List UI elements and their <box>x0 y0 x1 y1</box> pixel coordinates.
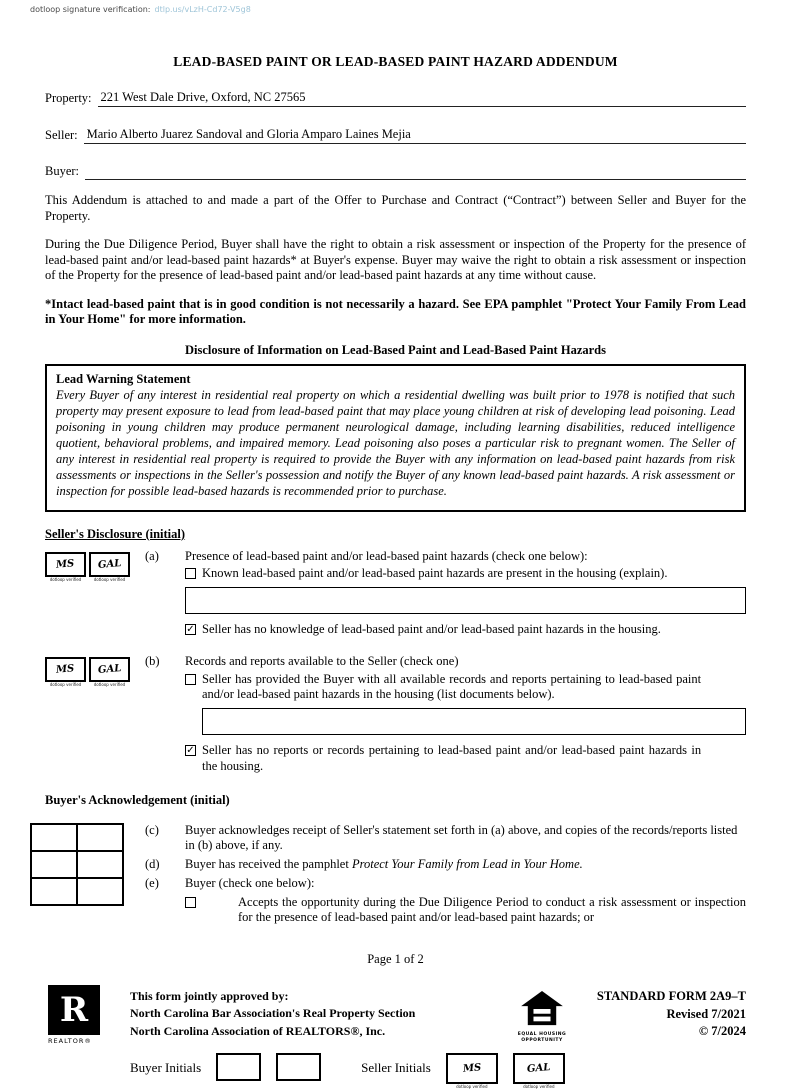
equal-housing-caption-2: OPPORTUNITY <box>521 1037 563 1043</box>
dotloop-verified-caption: dotloop verified <box>49 681 82 687</box>
seller-label: Seller: <box>45 128 78 142</box>
dotloop-verified-caption: dotloop verified <box>456 1084 488 1089</box>
no-records-checkbox[interactable]: ✓ <box>186 745 195 756</box>
item-c-text: Buyer acknowledges receipt of Seller's statement set forth in (a) above, and copies of the records/reports listed in (b) above, if any. <box>185 822 738 853</box>
seller1-initial-stamp-b[interactable] <box>45 657 86 687</box>
buyer-initial-box-1[interactable] <box>216 1053 261 1081</box>
equal-housing-icon <box>521 991 563 1027</box>
section-a-initials <box>45 549 145 638</box>
buyer-initials-grid <box>30 820 130 927</box>
lead-warning-box <box>45 364 746 512</box>
known-hazards-label: Known lead-based paint and/or lead-based paint hazards are present in the housing (explain). <box>202 566 668 581</box>
realtor-logo-icon <box>48 985 100 1035</box>
seller-input[interactable]: Mario Alberto Juarez Sandoval and Gloria Amparo Laines Mejia <box>84 127 746 144</box>
initial-box <box>513 1053 565 1084</box>
buyer-initials-label: Buyer Initials <box>130 1060 202 1075</box>
item-b-label: (b) <box>145 653 160 668</box>
initial-box <box>89 657 130 682</box>
disclosure-heading: Disclosure of Information on Lead-Based Paint and Lead-Based Paint Hazards <box>185 342 606 357</box>
seller-row <box>45 127 746 144</box>
seller1-initial-stamp-a[interactable] <box>45 552 86 582</box>
seller2-initial-stamp-b[interactable] <box>89 657 130 687</box>
seller2-initial-stamp-a[interactable] <box>89 552 130 582</box>
seller2-initials-signature: GAL <box>526 1062 551 1075</box>
buyer-label: Buyer: <box>45 164 80 178</box>
buyer-initial-cell[interactable] <box>77 851 123 878</box>
buyer-row <box>45 164 746 180</box>
initial-box <box>89 552 130 577</box>
seller1-initials-signature: MS <box>55 662 76 676</box>
paragraph-due-diligence: During the Due Diligence Period, Buyer shall have the right to obtain a risk assessment or inspection of the Property for the presence of lead-based paint and/or lead-based paint hazards* at Buyer's expense. Buyer may waive the right to obtain a risk assessment or inspection of the Property for the presence of lead-based paint and/or lead-based paint hazards at any time without cause. <box>45 237 746 282</box>
seller-initials-label: Seller Initials <box>361 1060 431 1075</box>
dotloop-verified-caption: dotloop verified <box>523 1084 555 1089</box>
property-input[interactable]: 221 West Dale Drive, Oxford, NC 27565 <box>98 90 746 107</box>
form-info-block <box>581 985 746 1041</box>
item-c <box>145 823 746 855</box>
seller-initial-stamp-footer-2[interactable] <box>513 1053 565 1089</box>
form-copyright: © 7/2024 <box>698 1024 746 1038</box>
approved-line-2: North Carolina Bar Association's Real Property Section <box>130 1006 416 1021</box>
footer <box>45 985 746 1045</box>
property-row <box>45 90 746 107</box>
lead-warning-heading: Lead Warning Statement <box>56 371 191 386</box>
item-d <box>145 857 746 873</box>
seller1-initials-signature: MS <box>462 1062 482 1075</box>
no-records-label: Seller has no reports or records pertaining to lead-based paint and/or lead-based paint hazards in the housing. <box>202 743 702 773</box>
section-b <box>45 654 746 775</box>
accepts-assessment-checkbox[interactable] <box>185 897 196 908</box>
equal-housing-logo <box>503 985 581 1044</box>
option-accepts-assessment <box>185 895 746 927</box>
dotloop-verified-caption: dotloop verified <box>93 681 126 687</box>
records-provided-label: Seller has provided the Buyer with all available records and reports pertaining to lead-based paint and/or lead-based paint hazards in the housing (list documents below). <box>202 671 702 702</box>
form-content <box>45 0 746 1089</box>
item-b-text: Records and reports available to the Seller (check one) <box>185 653 459 668</box>
initial-box <box>446 1053 498 1084</box>
accepts-assessment-label: Accepts the opportunity during the Due Diligence Period to conduct a risk assessment or inspection for the presence of lead-based paint and/or lead-based paint hazards; or <box>238 894 746 925</box>
realtor-logo-caption: REALTOR® <box>48 1037 92 1045</box>
approved-line-3: North Carolina Association of REALTORS®, Inc. <box>130 1023 386 1038</box>
realtor-logo-letter: R <box>59 990 89 1030</box>
item-c-label: (c) <box>145 822 159 837</box>
known-hazards-checkbox[interactable] <box>185 568 196 579</box>
documents-list-input-b[interactable] <box>202 708 746 735</box>
section-b-initials <box>45 654 145 775</box>
buyer-initial-cell[interactable] <box>31 878 77 905</box>
item-d-label: (d) <box>145 857 160 871</box>
item-e-text: Buyer (check one below): <box>185 875 315 890</box>
option-records-provided <box>185 672 701 704</box>
initial-box <box>45 657 86 682</box>
verification-link[interactable]: dtlp.us/vLzH-Cd72-V5g8 <box>154 5 251 14</box>
item-d-text: Buyer has received the pamphlet <box>185 857 352 871</box>
pamphlet-title: Protect Your Family from Lead in Your Home. <box>351 857 583 871</box>
item-a-label: (a) <box>145 548 159 563</box>
option-known-hazards <box>185 566 746 582</box>
initials-signature-row <box>45 1053 746 1089</box>
no-knowledge-label: Seller has no knowledge of lead-based paint and/or lead-based paint hazards in the housing. <box>202 622 661 636</box>
section-a <box>45 549 746 638</box>
paragraph-addendum: This Addendum is attached to and made a part of the Offer to Purchase and Contract (“Contract”) between Seller and Buyer for the Property. <box>45 193 746 223</box>
standard-form-name: STANDARD FORM 2A9–T <box>596 989 746 1003</box>
records-provided-checkbox[interactable] <box>185 674 196 685</box>
seller2-initials-signature: GAL <box>97 662 122 676</box>
seller2-initials-signature: GAL <box>97 557 122 571</box>
no-knowledge-checkbox[interactable]: ✓ <box>186 624 195 635</box>
buyer-initial-box-2[interactable] <box>276 1053 321 1081</box>
dotloop-verified-caption: dotloop verified <box>93 576 126 582</box>
option-no-knowledge <box>185 622 746 638</box>
buyers-acknowledgement-section <box>45 820 746 927</box>
jointly-approved-block <box>130 985 503 1040</box>
dotloop-verified-caption: dotloop verified <box>49 576 82 582</box>
option-no-records <box>185 743 701 775</box>
page-number: Page 1 of 2 <box>367 952 424 966</box>
seller1-initials-signature: MS <box>55 557 76 571</box>
explain-input-a[interactable] <box>185 587 746 614</box>
lead-warning-body: Every Buyer of any interest in residential real property on which a residential dwelling was built prior to 1978 is notified that such property may present exposure to lead from lead-based paint that may place young children at risk of developing lead poisoning. Lead poisoning in young children may produce permanent neurological damage, including learning disabilities, reduced intelligence quotient, behavioral problems, and impaired memory. Lead poisoning also poses a particular risk to pregnant women. The Seller of any interest in residential real property is required to provide the Buyer with any information on lead-based paint hazards from risk assessments or inspections in the Seller's possession and notify the Buyer of any known lead-based paint hazards. A risk assessment or inspection for possible lead-based hazards is recommended prior to purchase. <box>56 387 735 498</box>
paragraph-intact-note: *Intact lead-based paint that is in good condition is not necessarily a hazard. See EPA pamphlet "Protect Your Family From Lead in Your Home" for more information. <box>45 296 746 326</box>
form-revised: Revised 7/2021 <box>666 1006 746 1021</box>
item-e-label: (e) <box>145 875 159 890</box>
equal-housing-caption-1: EQUAL HOUSING <box>517 1032 567 1037</box>
approved-line-1: This form jointly approved by: <box>130 989 289 1003</box>
property-label: Property: <box>45 91 92 105</box>
verification-label: dotloop signature verification: <box>30 5 151 14</box>
form-title: LEAD-BASED PAINT OR LEAD-BASED PAINT HAZARD ADDENDUM <box>173 54 618 69</box>
buyer-initial-cell[interactable] <box>31 824 77 851</box>
seller-initial-stamp-footer-1[interactable] <box>446 1053 498 1089</box>
realtor-logo <box>45 985 130 1045</box>
buyer-initial-cell[interactable] <box>31 851 77 878</box>
item-a-text: Presence of lead-based paint and/or lead-based paint hazards (check one below): <box>185 548 588 563</box>
initial-box <box>45 552 86 577</box>
buyers-acknowledgement-heading: Buyer's Acknowledgement (initial) <box>45 792 230 807</box>
buyer-initial-cell[interactable] <box>77 878 123 905</box>
buyer-initial-cell[interactable] <box>77 824 123 851</box>
buyer-input[interactable] <box>85 164 746 180</box>
sellers-disclosure-heading: Seller's Disclosure (initial) <box>45 526 186 541</box>
item-e <box>145 876 746 926</box>
